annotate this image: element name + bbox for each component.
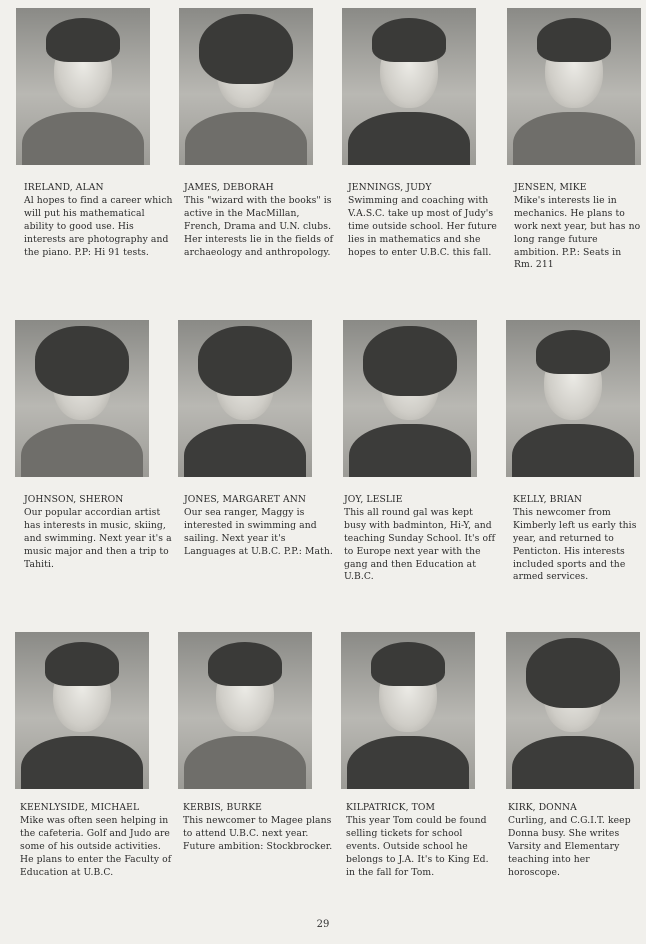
student-portrait-jennings [342, 8, 476, 165]
student-caption [24, 494, 176, 571]
student-name: JENSEN, MIKE [514, 182, 587, 193]
student-portrait-kelly [506, 320, 640, 477]
student-portrait-jensen [507, 8, 641, 165]
student-portrait-joy [343, 320, 477, 477]
student-name: JOY, LESLIE [344, 494, 403, 505]
student-name: IRELAND, ALAN [24, 182, 104, 193]
student-bio: This newcomer from Kimberly left us early this year, and returned to Penticton. His interests included sports and the armed services. [513, 506, 637, 583]
student-bio: This newcomer to Magee plans to attend U.B.C. next year. Future ambition: Stockbrocker. [183, 814, 333, 852]
student-bio: Swimming and coaching with V.A.S.C. take up most of Judy's time outside school. Her future lies in mathematics and she hopes to enter U.B.C. this fall. [348, 194, 497, 258]
student-bio: This "wizard with the books" is active in the MacMillan, French, Drama and U.N. clubs. Her interests lie in the fields of archaeology and anthropology. [184, 194, 334, 258]
student-portrait-james [179, 8, 313, 165]
student-caption [184, 182, 336, 259]
student-name: JAMES, DEBORAH [184, 182, 274, 193]
student-caption [508, 802, 642, 879]
student-bio: Al hopes to find a career which will put his mathematical ability to good use. His interests are photography and the piano. P.P: Hi 91 tests. [24, 194, 173, 258]
student-caption [344, 494, 496, 584]
student-bio: This year Tom could be found selling tickets for school events. Outside school he belongs to J.A. It's to King Ed. in the fall for Tom. [346, 814, 489, 878]
student-bio: Mike was often seen helping in the cafeteria. Golf and Judo are some of his outside activities. He plans to enter the Faculty of Education at U.B.C. [20, 814, 172, 878]
student-name: JOHNSON, SHERON [24, 494, 124, 505]
student-bio: Our popular accordian artist has interests in music, skiing, and swimming. Next year it's a music major and then a trip to Tahiti. [24, 506, 172, 570]
student-portrait-kerbis [178, 632, 312, 789]
student-bio: Curling, and C.G.I.T. keep Donna busy. She writes Varsity and Elementary teaching into her horoscope. [508, 814, 631, 878]
student-caption [346, 802, 498, 879]
student-portrait-keenlyside [15, 632, 149, 789]
student-name: KEENLYSIDE, MICHAEL [20, 802, 140, 813]
student-caption [514, 182, 642, 272]
student-bio: Our sea ranger, Maggy is interested in swimming and sailing. Next year it's Languages at U.B.C. P.P.: Math. [184, 506, 333, 557]
student-caption [184, 494, 336, 559]
student-caption [183, 802, 335, 854]
student-portrait-johnson [15, 320, 149, 477]
student-portrait-kirk [506, 632, 640, 789]
student-portrait-jones [178, 320, 312, 477]
student-caption [24, 182, 176, 259]
student-portrait-ireland [16, 8, 150, 165]
page-number: 29 [316, 919, 330, 930]
student-name: KELLY, BRIAN [513, 494, 583, 505]
student-caption [20, 802, 172, 879]
student-name: JENNINGS, JUDY [348, 182, 432, 193]
student-name: JONES, MARGARET ANN [184, 494, 306, 505]
student-caption [513, 494, 643, 584]
student-name: KILPATRICK, TOM [346, 802, 436, 813]
student-caption [348, 182, 500, 259]
student-bio: This all round gal was kept busy with badminton, Hi-Y, and teaching Sunday School. It's off to Europe next year with the gang and then Education at U.B.C. [344, 506, 496, 583]
student-name: KERBIS, BURKE [183, 802, 262, 813]
student-bio: Mike's interests lie in mechanics. He plans to work next year, but has no long range future ambition. P.P.: Seats in Rm. 211 [514, 194, 641, 271]
student-name: KIRK, DONNA [508, 802, 577, 813]
student-portrait-kilpatrick [341, 632, 475, 789]
